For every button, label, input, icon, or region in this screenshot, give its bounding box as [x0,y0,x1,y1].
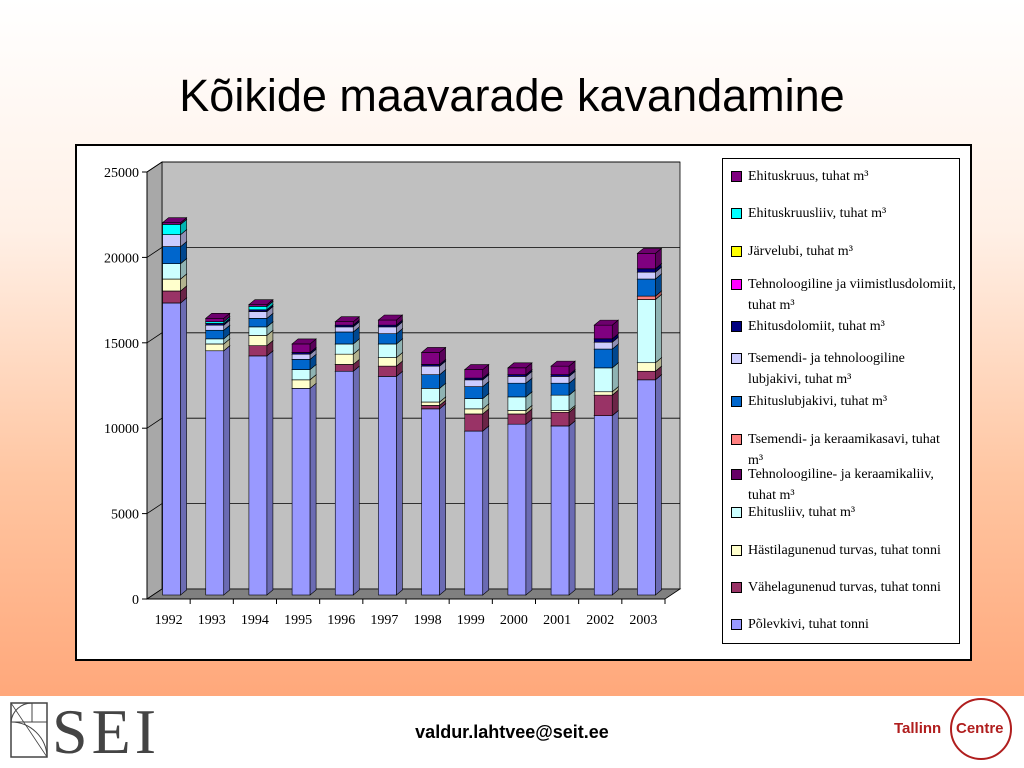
bar-segment [292,354,310,359]
bar-segment [249,346,267,356]
bar-segment [637,279,655,296]
tallinn-logo-word: Tallinn [894,720,942,737]
legend-label: Põlevkivi, tuhat tonni [748,617,869,632]
x-tick-label: 1998 [413,613,442,628]
y-tick-label: 15000 [104,336,139,352]
bar-segment [292,370,310,380]
bar-segment-side [526,419,532,595]
legend-label: Vähelagunenud turvas, tuhat tonni [748,580,941,595]
bar-segment-side [267,351,273,595]
bar-segment [465,409,483,414]
legend-item [731,391,957,412]
bar-segment [292,388,310,595]
bar-segment [249,311,267,318]
legend-swatch [731,246,742,257]
bar-segment [163,224,181,234]
legend-item [731,241,957,262]
footer [0,696,1024,768]
tallinn-centre-logo [890,698,1020,764]
bar-segment [249,335,267,345]
bar-segment-side [440,404,446,595]
bar-segment [335,327,353,332]
contact-email: valdur.lahtvee@seit.ee [415,722,609,742]
x-tick-label: 1994 [240,613,269,628]
legend-item [731,464,957,506]
bar-segment [551,412,569,426]
bar-segment [249,356,267,595]
legend-label: Ehitusliiv, tuhat m³ [748,505,856,520]
bar-segment [508,411,526,414]
x-tick-label: 1999 [456,613,485,628]
y-tick-label: 5000 [111,507,139,523]
x-tick-label: 2003 [629,613,658,628]
bar-segment [465,387,483,399]
legend-label: Tehnoloogiline- ja keraamikaliiv, tuhat m³ [748,467,934,503]
x-tick-label: 1993 [197,613,226,628]
bar-segment [594,395,612,415]
legend-swatch [731,396,742,407]
legend-swatch [731,469,742,480]
bar-segment [465,370,483,379]
bar-segment [378,358,396,367]
bar-segment [637,296,655,299]
legend-label: Tsemendi- ja keraamikasavi, tuhat m³ [748,432,940,468]
legend-swatch [731,434,742,445]
bar-segment-side [655,295,661,363]
legend-swatch [731,279,742,290]
legend-item [731,274,957,316]
legend-label: Tsemendi- ja tehnoloogiline lubjakivi, tuhat m³ [748,351,905,387]
bar-segment [335,371,353,595]
legend-item [731,577,957,598]
bar-segment [163,247,181,264]
legend-label: Tehnoloogiline ja viimistlusdolomiit, tuhat m³ [748,277,956,313]
x-tick-label: 1995 [284,613,313,628]
bar-segment [249,318,267,327]
bar-segment [206,330,224,339]
legend-item [731,316,957,337]
legend-label: Hästilagunenud turvas, tuhat tonni [748,543,941,558]
legend-item [731,166,957,187]
x-tick-label: 2001 [543,613,572,628]
bar-segment [163,279,181,291]
x-tick-label: 2002 [586,613,615,628]
legend-swatch [731,582,742,593]
bar-segment [163,235,181,247]
bar-segment [551,383,569,395]
bar-segment [249,306,267,309]
legend-item [731,502,957,523]
legend-label: Ehituskruus, tuhat m³ [748,169,869,184]
bar-segment [163,303,181,595]
bar-segment [637,269,655,272]
legend-swatch [731,619,742,630]
legend-label: Ehitusdolomiit, tuhat m³ [748,319,885,334]
bar-segment [335,364,353,371]
x-tick-label: 1992 [154,613,183,628]
bar-segment [508,397,526,411]
legend-item [731,348,957,390]
bar-segment [594,416,612,595]
bar-segment [422,375,440,389]
x-tick-label: 1997 [370,613,399,628]
bar-segment [465,380,483,387]
bar-segment-side [310,383,316,595]
bar-segment [508,383,526,397]
bar-segment [378,376,396,595]
bar-segment [594,325,612,339]
bar-segment [637,272,655,279]
bar-segment [422,366,440,375]
legend-swatch [731,353,742,364]
bar-segment [206,344,224,351]
bar-segment-side [353,366,359,595]
bar-segment [637,363,655,372]
chart-frame [75,144,972,661]
bar-segment [378,334,396,344]
bar-segment [551,426,569,595]
bar-segment-side [224,346,230,595]
bar-segment [594,339,612,342]
bar-segment [594,349,612,368]
bar-segment-side [655,375,661,595]
bar-segment-side [396,371,402,595]
legend-swatch [731,545,742,556]
bar-segment [637,300,655,363]
bar-segment [465,431,483,595]
bar-segment [551,376,569,383]
legend-label: Ehituskruusliiv, tuhat m³ [748,206,887,221]
slide-title: Kõikide maavarade kavandamine [179,70,845,121]
legend-item [731,540,957,561]
bar-segment [594,368,612,392]
bar-segment [206,339,224,344]
bar-segment [637,371,655,380]
centre-logo-word: Centre [956,720,1004,737]
bar-segment [551,366,569,375]
bar-segment [508,424,526,595]
bar-segment [378,327,396,334]
bar-segment [637,253,655,268]
bar-segment [594,392,612,395]
bar-segment [163,291,181,303]
bar-segment [206,325,224,330]
bar-segment [249,327,267,336]
legend-swatch [731,507,742,518]
legend-item [731,203,957,224]
bar-segment [508,414,526,424]
y-tick-label: 10000 [104,422,139,438]
bar-segment [378,366,396,376]
bar-segment [335,354,353,364]
bar-segment [292,344,310,353]
bar-segment-side [181,298,187,595]
bar-segment [551,395,569,410]
bar-segment [637,380,655,595]
y-tick-label: 0 [132,593,139,608]
bar-segment-side [483,426,489,595]
bar-segment-side [612,411,618,595]
bar-segment [378,320,396,325]
bar-segment [206,351,224,595]
bar-segment [422,388,440,402]
sei-logo-text: SEI [52,696,160,767]
bar-segment-side [569,421,575,595]
legend-item [731,614,957,635]
bar-segment [292,359,310,369]
plot-side-wall [147,162,162,599]
bar-segment [465,414,483,431]
bar-segment [594,342,612,349]
bar-segment [422,352,440,364]
bar-segment [335,332,353,344]
bar-segment [335,344,353,354]
y-tick-label: 20000 [104,251,139,267]
legend-swatch [731,171,742,182]
bar-segment [378,344,396,358]
bar-segment [465,399,483,409]
y-tick-label: 25000 [104,166,139,181]
bar-segment [335,322,353,325]
bar-segment [508,368,526,375]
bar-segment [422,402,440,405]
bar-segment [508,376,526,383]
legend-swatch [731,321,742,332]
bar-segment [206,318,224,321]
x-tick-label: 2000 [499,613,528,628]
x-tick-label: 1996 [327,613,356,628]
bar-segment [422,405,440,408]
bar-segment [292,380,310,389]
chart-legend [722,158,960,644]
legend-label: Järvelubi, tuhat m³ [748,244,853,259]
bar-segment [422,409,440,595]
legend-label: Ehituslubjakivi, tuhat m³ [748,394,888,409]
legend-swatch [731,208,742,219]
bar-segment [163,264,181,279]
